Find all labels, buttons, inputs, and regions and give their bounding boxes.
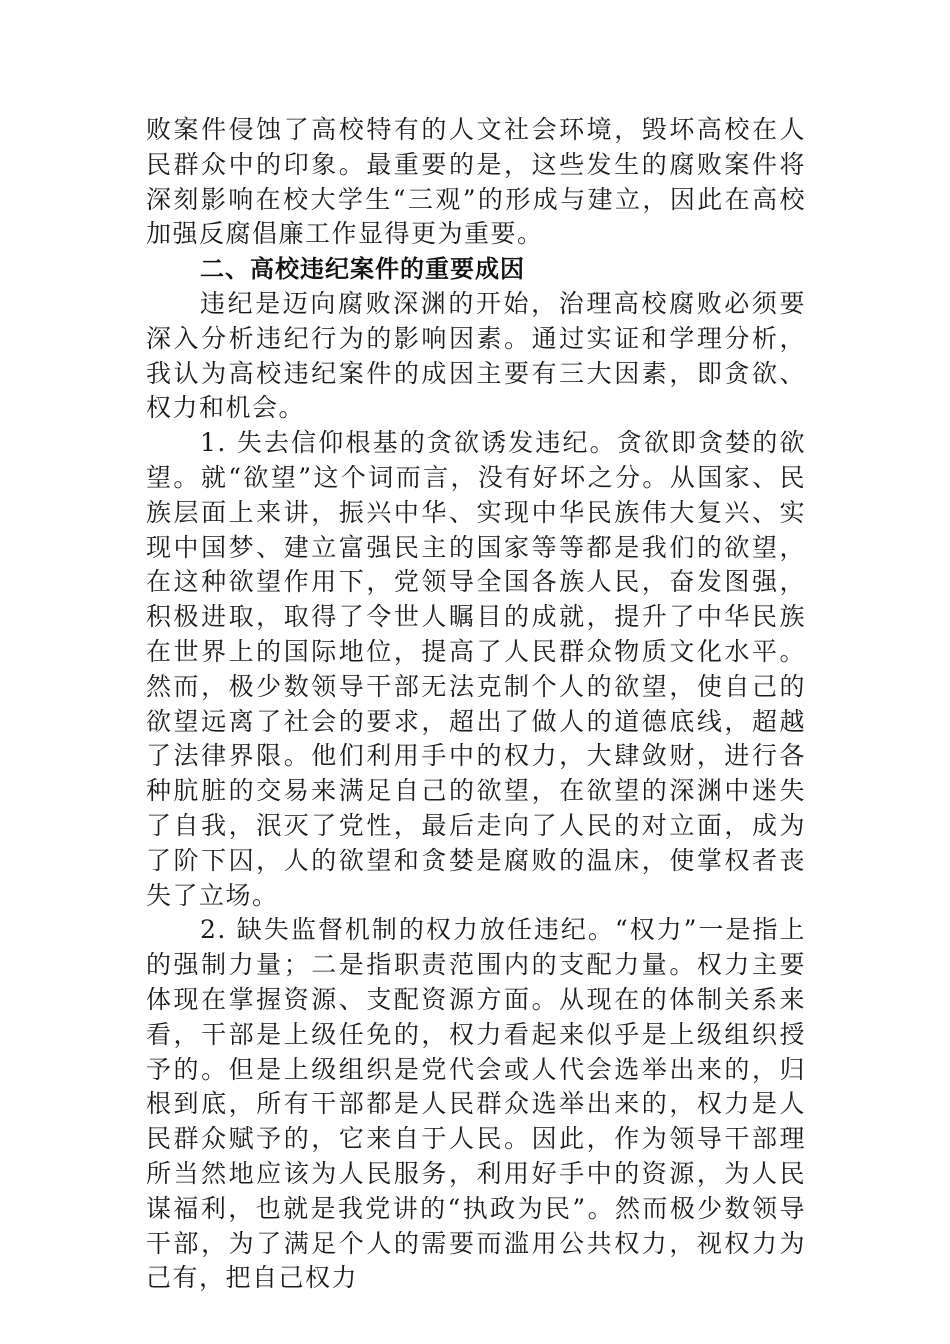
section-heading: 二、高校违纪案件的重要成因 — [200, 255, 525, 284]
document-page — [146, 113, 806, 1296]
paragraph-continuation: 败案件侵蚀了高校特有的人文社会环境，毁坏高校在人民群众中的印象。最重要的是，这些发生的腐败案件将深刻影响在校大学生“三观”的形成与建立，因此在高校加强反腐倡廉工作显得更为重要。 — [146, 115, 806, 249]
paragraph-point-2: 2. 缺失监督机制的权力放任违纪。“权力”一是指上的强制力量；二是指职责范围内的支配力量。权力主要体现在掌握资源、支配资源方面。从现在的体制关系来看，干部是上级任免的，权力看起来似乎是上级组织授予的。但是上级组织是党代会或人代会选举出来的，归根到底，所有干部都是人民群众选举出来的，权力是人民群众赋予的，它来自于人民。因此，作为领导干部理所当然地应该为人民服务，利用好手中的资源，为人民谋福利，也就是我党讲的“执政为民”。然而极少数领导干部，为了满足个人的需要而滥用公共权力，视权力为己有，把自己权力 — [146, 915, 806, 1293]
paragraph-point-1: 1. 失去信仰根基的贪欲诱发违纪。贪欲即贪婪的欲望。就“欲望”这个词而言，没有好坏之分。从国家、民族层面上来讲，振兴中华、实现中华民族伟大复兴、实现中国梦、建立富强民主的国家等等都是我们的欲望，在这种欲望作用下，党领导全国各族人民，奋发图强，积极进取，取得了令世人瞩目的成就，提升了中华民族在世界上的国际地位，提高了人民群众物质文化水平。然而，极少数领导干部无法克制个人的欲望，使自己的欲望远离了社会的要求，超出了做人的道德底线，超越了法律界限。他们利用手中的权力，大肆敛财，进行各种肮脏的交易来满足自己的欲望，在欲望的深渊中迷失了自我，泯灭了党性，最后走向了人民的对立面，成为了阶下囚，人的欲望和贪婪是腐败的温床，使掌权者丧失了立场。 — [146, 428, 806, 910]
paragraph-intro: 违纪是迈向腐败深渊的开始，治理高校腐败必须要深入分析违纪行为的影响因素。通过实证和学理分析，我认为高校违纪案件的成因主要有三大因素，即贪欲、权力和机会。 — [146, 288, 806, 423]
